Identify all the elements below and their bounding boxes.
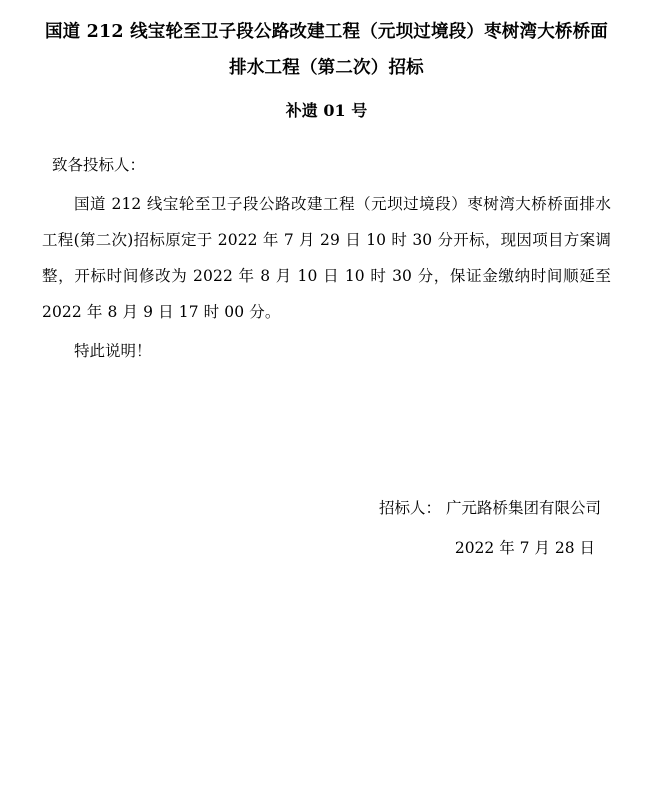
signature-block xyxy=(42,488,611,568)
note-paragraph: 特此说明！ xyxy=(74,342,152,360)
sign-date: 2022 年 7 月 28 日 xyxy=(454,539,595,557)
signer-line xyxy=(42,488,601,528)
salutation: 致各投标人： xyxy=(52,156,146,174)
signer-name: 广元路桥集团有限公司 xyxy=(445,499,601,517)
body-paragraph: 国道 212 线宝轮至卫子段公路改建工程（元坝过境段）枣树湾大桥桥面排水工程(第二次)招标原定于 2022 年 7 月 29 日 10 时 30 分开标，现因项目方案调整，开标时间修改为 2022 年 8 月 10 日 10 时 30 分，保证金缴纳时间顺延至 2022 年 8 月 9 日 17 时 00 分。 xyxy=(42,195,611,321)
document-subtitle: 补遗 01 号 xyxy=(285,101,368,120)
document-title: 国道 212 线宝轮至卫子段公路改建工程（元坝过境段）枣树湾大桥桥面排水工程（第二次）招标 xyxy=(44,22,608,78)
signer-label: 招标人： xyxy=(379,499,442,517)
